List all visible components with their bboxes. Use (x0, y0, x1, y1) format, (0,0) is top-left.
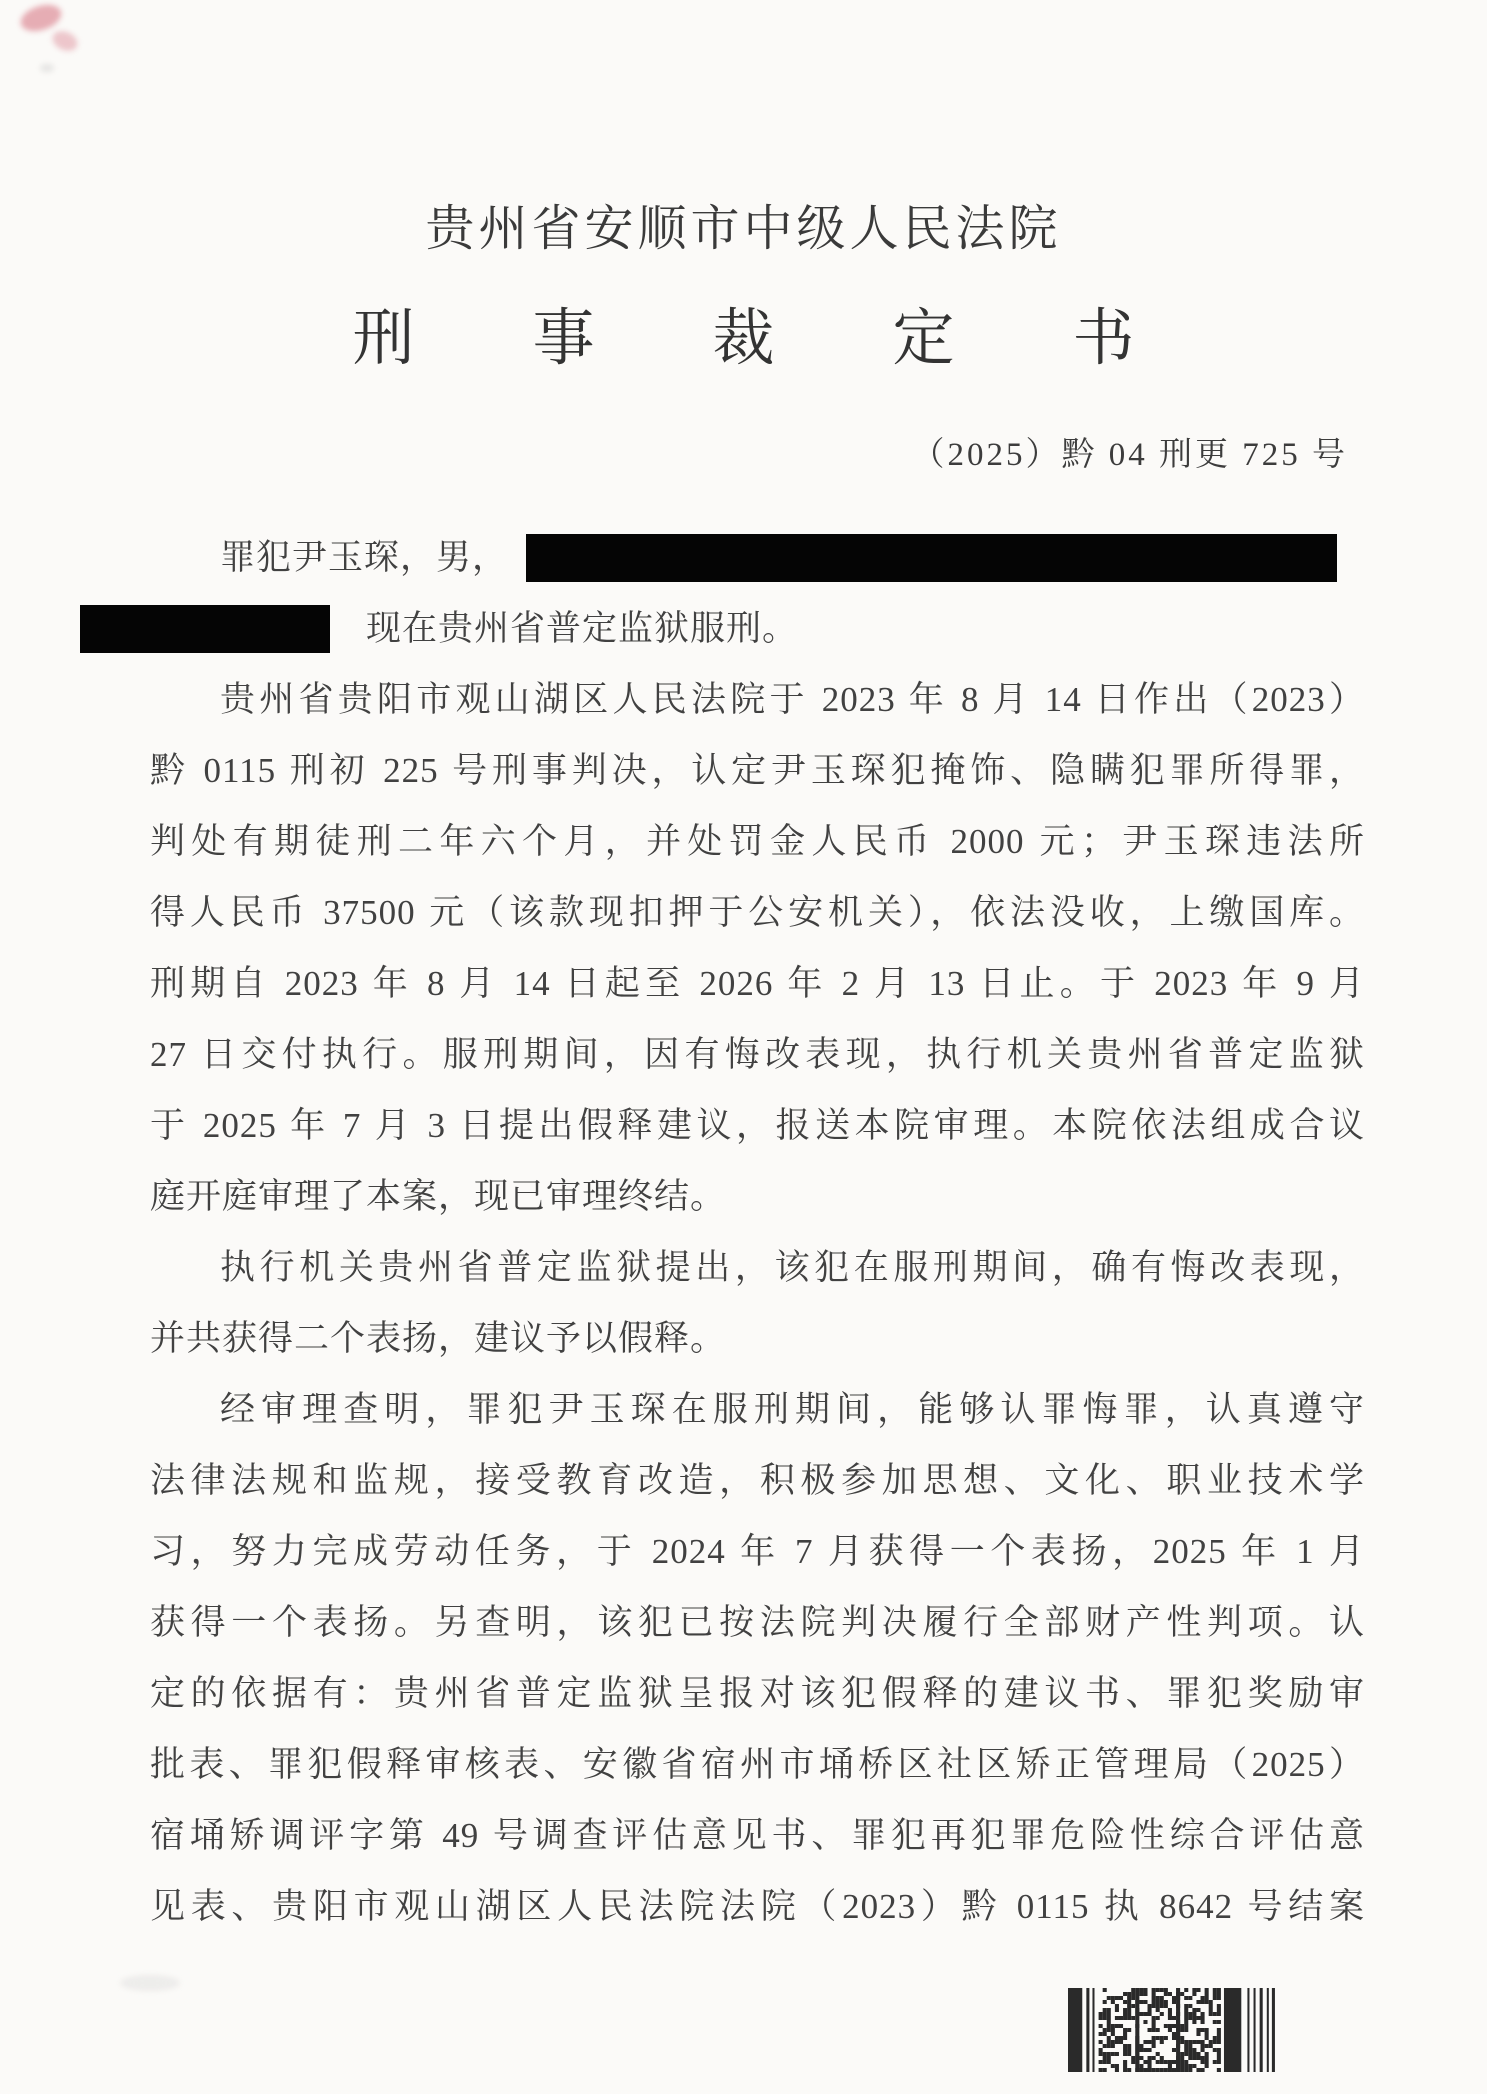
redaction-box (80, 605, 330, 653)
scan-smudge (40, 64, 54, 72)
document-body (150, 522, 1365, 1942)
body-line: 黔 0115 刑初 225 号刑事判决，认定尹玉琛犯掩饰、隐瞒犯罪所得罪， (150, 751, 1365, 790)
body-line: 批表、罪犯假释审核表、安徽省宿州市埇桥区社区矫正管理局（2025） (150, 1745, 1365, 1784)
redaction-box (526, 534, 1337, 582)
body-line: 于 2025 年 7 月 3 日提出假释建议，报送本院审理。本院依法组成合议 (150, 1106, 1365, 1145)
body-line: 见表、贵阳市观山湖区人民法院法院（2023）黔 0115 执 8642 号结案 (150, 1887, 1365, 1926)
serving-location-text: 现在贵州省普定监狱服刑。 (366, 609, 799, 648)
body-line: 27 日交付执行。服刑期间，因有悔改表现，执行机关贵州省普定监狱 (150, 1035, 1365, 1074)
body-line: 习，努力完成劳动任务，于 2024 年 7 月获得一个表扬，2025 年 1 月 (150, 1532, 1365, 1571)
body-line (150, 593, 1365, 664)
body-line: 贵州省贵阳市观山湖区人民法院于 2023 年 8 月 14 日作出（2023） (220, 680, 1365, 719)
body-line: 得人民币 37500 元（该款现扣押于公安机关），依法没收，上缴国库。 (150, 893, 1365, 932)
body-line: 获得一个表扬。另查明，该犯已按法院判决履行全部财产性判项。认 (150, 1603, 1365, 1642)
scan-smudge (120, 1975, 180, 1991)
body-line: 刑期自 2023 年 8 月 14 日起至 2026 年 2 月 13 日止。于 2023 年 9 月 (150, 964, 1365, 1003)
scan-smudge (49, 27, 80, 54)
body-line: 判处有期徒刑二年六个月，并处罚金人民币 2000 元；尹玉琛违法所 (150, 822, 1365, 861)
body-line: 法律法规和监规，接受教育改造，积极参加思想、文化、职业技术学 (150, 1461, 1365, 1500)
body-line: 定的依据有：贵州省普定监狱呈报对该犯假释的建议书、罪犯奖励审 (150, 1674, 1365, 1713)
case-number: （2025）黔 04 刑更 725 号 (911, 437, 1348, 473)
barcode-icon (1068, 1988, 1278, 2072)
body-line: 执行机关贵州省普定监狱提出，该犯在服刑期间，确有悔改表现， (220, 1248, 1365, 1287)
document-title: 刑事裁定书 (352, 305, 1253, 373)
body-line (150, 522, 1365, 593)
body-line: 宿埇矫调评字第 49 号调查评估意见书、罪犯再犯罪危险性综合评估意 (150, 1816, 1365, 1855)
scan-smudge (17, 0, 64, 36)
body-line: 经审理查明，罪犯尹玉琛在服刑期间，能够认罪悔罪，认真遵守 (220, 1390, 1365, 1429)
body-line: 庭开庭审理了本案，现已审理终结。 (150, 1177, 727, 1216)
court-name: 贵州省安顺市中级人民法院 (425, 201, 1062, 256)
defendant-intro-text: 罪犯尹玉琛，男， (220, 538, 509, 577)
body-line: 并共获得二个表扬，建议予以假释。 (150, 1319, 727, 1358)
document-barcode (1068, 1988, 1278, 2072)
